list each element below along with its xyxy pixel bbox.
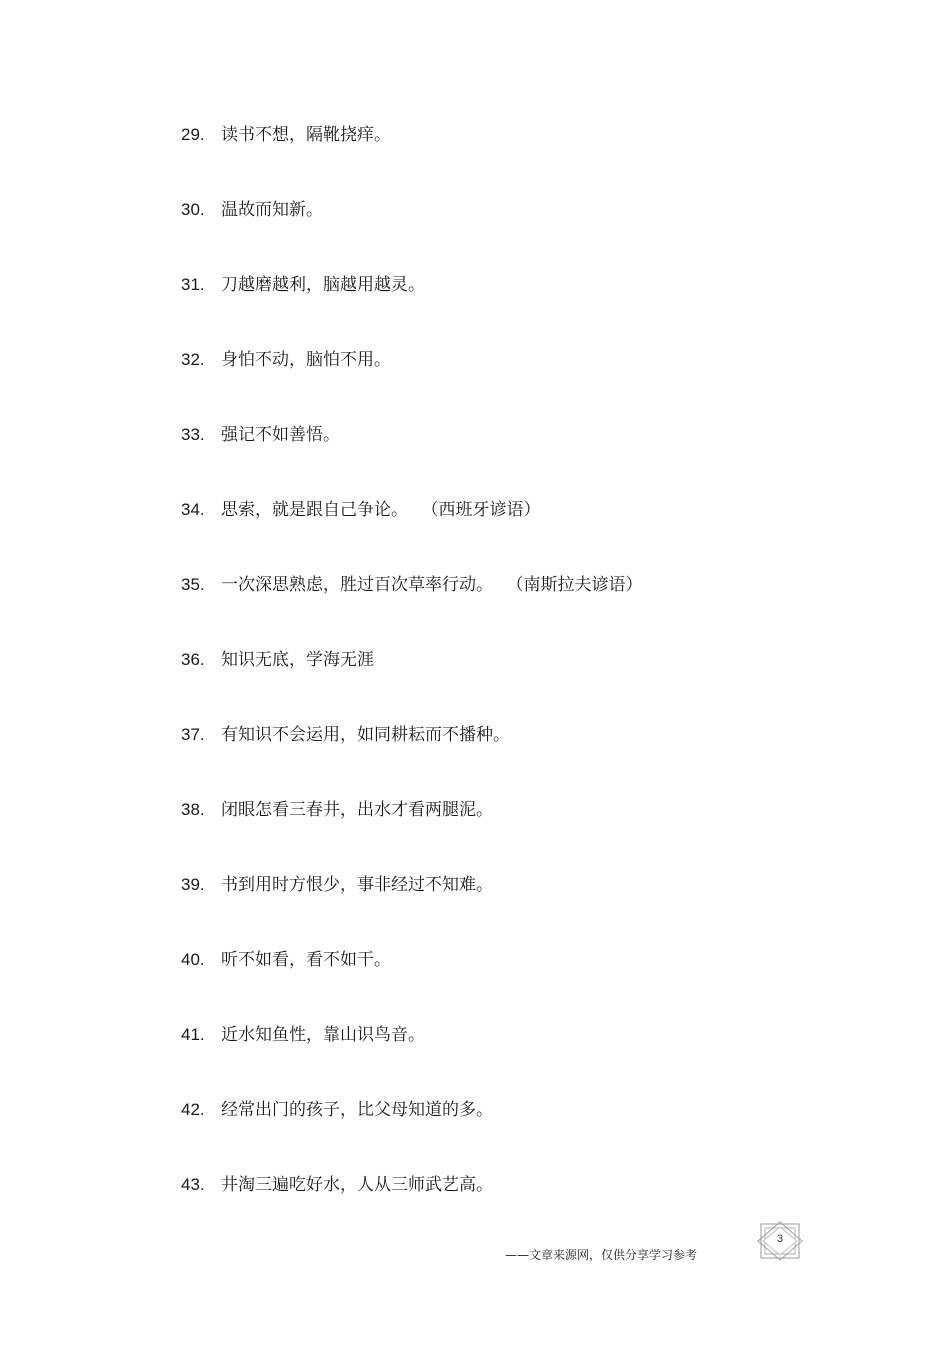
- item-text: 温故而知新。: [221, 200, 323, 220]
- footer-note: ——文章来源网，仅供分享学习参考: [505, 1248, 698, 1262]
- list-item: [181, 1017, 643, 1092]
- item-source: （西班牙谚语）: [430, 500, 541, 520]
- list-item: [181, 642, 643, 717]
- item-text: 一次深思熟虑，胜过百次草率行动。: [221, 575, 493, 595]
- item-text: 知识无底，学海无涯: [221, 650, 374, 670]
- item-text: 闭眼怎看三春井，出水才看两腿泥。: [221, 800, 493, 820]
- item-source: （南斯拉夫谚语）: [515, 575, 643, 595]
- item-text: 有知识不会运用，如同耕耘而不播种。: [221, 725, 510, 745]
- list-item: [181, 192, 643, 267]
- item-number: 43.: [181, 1175, 205, 1194]
- list-item: [181, 567, 643, 642]
- item-number: 36.: [181, 650, 205, 669]
- item-number: 40.: [181, 950, 205, 969]
- list-item: [181, 792, 643, 867]
- item-text: 书到用时方恨少，事非经过不知难。: [221, 875, 493, 895]
- item-number: 35.: [181, 575, 205, 594]
- item-number: 37.: [181, 725, 205, 744]
- list-item: [181, 117, 643, 192]
- item-text: 经常出门的孩子，比父母知道的多。: [221, 1100, 493, 1120]
- list-item: [181, 492, 643, 567]
- item-number: 33.: [181, 425, 205, 444]
- proverb-list: [181, 117, 643, 1242]
- page-number: 3: [776, 1233, 784, 1245]
- item-text: 井淘三遍吃好水，人从三师武艺高。: [221, 1175, 493, 1195]
- item-number: 41.: [181, 1025, 205, 1044]
- list-item: [181, 417, 643, 492]
- list-item: [181, 717, 643, 792]
- item-text: 强记不如善悟。: [221, 425, 340, 445]
- list-item: [181, 342, 643, 417]
- item-text: 近水知鱼性，靠山识鸟音。: [221, 1025, 425, 1045]
- item-number: 30.: [181, 200, 205, 219]
- list-item: [181, 267, 643, 342]
- item-text: 读书不想，隔靴挠痒。: [221, 125, 391, 145]
- item-number: 29.: [181, 125, 205, 144]
- item-number: 34.: [181, 500, 205, 519]
- list-item: [181, 1167, 643, 1242]
- item-text: 思索，就是跟自己争论。: [221, 500, 408, 520]
- item-number: 32.: [181, 350, 205, 369]
- item-text: 身怕不动，脑怕不用。: [221, 350, 391, 370]
- list-item: [181, 1092, 643, 1167]
- list-item: [181, 867, 643, 942]
- item-number: 31.: [181, 275, 205, 294]
- item-number: 42.: [181, 1100, 205, 1119]
- item-number: 38.: [181, 800, 205, 819]
- item-text: 刀越磨越利，脑越用越灵。: [221, 275, 425, 295]
- list-item: [181, 942, 643, 1017]
- item-number: 39.: [181, 875, 205, 894]
- item-text: 听不如看，看不如干。: [221, 950, 391, 970]
